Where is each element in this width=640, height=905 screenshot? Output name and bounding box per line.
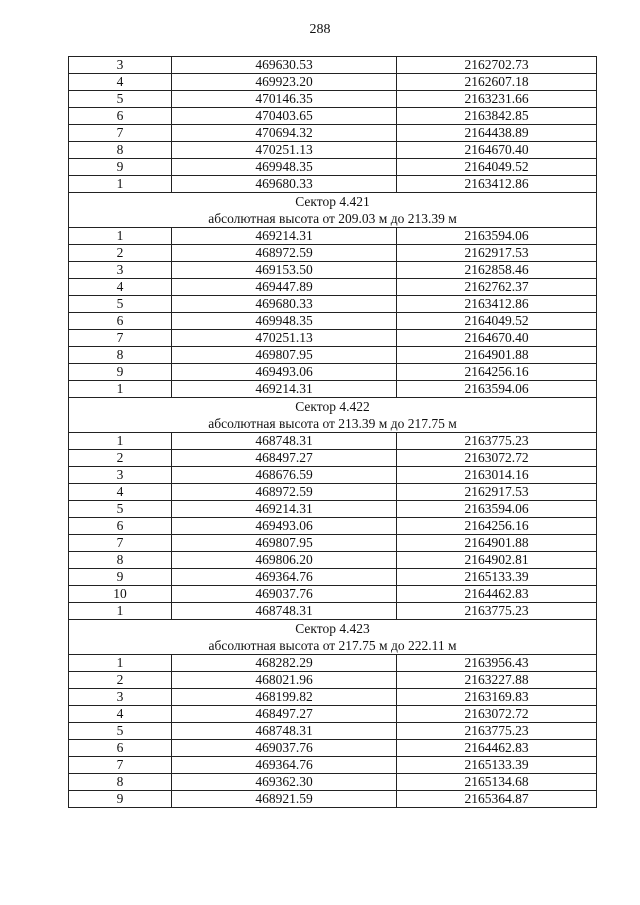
table-row [69,655,597,672]
point-number-cell: 3 [69,689,172,706]
point-number-cell: 9 [69,159,172,176]
table-row [69,433,597,450]
x-coordinate-cell: 469807.95 [172,535,397,552]
point-number-cell: 1 [69,176,172,193]
y-coordinate-cell: 2163775.23 [397,723,597,740]
y-coordinate-cell: 2163775.23 [397,603,597,620]
table-row [69,91,597,108]
table-row [69,108,597,125]
point-number-cell: 2 [69,450,172,467]
x-coordinate-cell: 468021.96 [172,672,397,689]
x-coordinate-cell: 469153.50 [172,262,397,279]
point-number-cell: 4 [69,279,172,296]
y-coordinate-cell: 2163169.83 [397,689,597,706]
point-number-cell: 1 [69,228,172,245]
table-row [69,176,597,193]
x-coordinate-cell: 469214.31 [172,381,397,398]
point-number-cell: 1 [69,603,172,620]
y-coordinate-cell: 2164438.89 [397,125,597,142]
y-coordinate-cell: 2163227.88 [397,672,597,689]
y-coordinate-cell: 2162917.53 [397,484,597,501]
table-row [69,262,597,279]
x-coordinate-cell: 469923.20 [172,74,397,91]
point-number-cell: 7 [69,535,172,552]
point-number-cell: 1 [69,381,172,398]
table-row [69,347,597,364]
y-coordinate-cell: 2165364.87 [397,791,597,808]
y-coordinate-cell: 2162702.73 [397,57,597,74]
y-coordinate-cell: 2165133.39 [397,569,597,586]
y-coordinate-cell: 2164256.16 [397,518,597,535]
y-coordinate-cell: 2162917.53 [397,245,597,262]
table-row [69,603,597,620]
table-row [69,689,597,706]
y-coordinate-cell: 2164901.88 [397,347,597,364]
x-coordinate-cell: 470251.13 [172,330,397,347]
x-coordinate-cell: 469630.53 [172,57,397,74]
point-number-cell: 9 [69,569,172,586]
x-coordinate-cell: 468497.27 [172,706,397,723]
point-number-cell: 2 [69,672,172,689]
y-coordinate-cell: 2163594.06 [397,501,597,518]
x-coordinate-cell: 468972.59 [172,484,397,501]
sector-header-row [69,620,597,655]
x-coordinate-cell: 469362.30 [172,774,397,791]
point-number-cell: 8 [69,142,172,159]
x-coordinate-cell: 468921.59 [172,791,397,808]
table-row [69,774,597,791]
x-coordinate-cell: 469447.89 [172,279,397,296]
y-coordinate-cell: 2164049.52 [397,313,597,330]
table-row [69,723,597,740]
table-row [69,518,597,535]
y-coordinate-cell: 2163014.16 [397,467,597,484]
point-number-cell: 7 [69,330,172,347]
y-coordinate-cell: 2164049.52 [397,159,597,176]
y-coordinate-cell: 2163412.86 [397,176,597,193]
x-coordinate-cell: 469948.35 [172,313,397,330]
table-row [69,74,597,91]
x-coordinate-cell: 468199.82 [172,689,397,706]
x-coordinate-cell: 469806.20 [172,552,397,569]
x-coordinate-cell: 469214.31 [172,501,397,518]
point-number-cell: 7 [69,125,172,142]
point-number-cell: 5 [69,296,172,313]
point-number-cell: 9 [69,791,172,808]
table-row [69,467,597,484]
point-number-cell: 4 [69,484,172,501]
x-coordinate-cell: 470146.35 [172,91,397,108]
table-row [69,381,597,398]
sector-header-row [69,193,597,228]
table-row [69,450,597,467]
y-coordinate-cell: 2164670.40 [397,142,597,159]
point-number-cell: 5 [69,91,172,108]
x-coordinate-cell: 468676.59 [172,467,397,484]
x-coordinate-cell: 469037.76 [172,586,397,603]
y-coordinate-cell: 2165134.68 [397,774,597,791]
sector-header [69,620,597,655]
y-coordinate-cell: 2164902.81 [397,552,597,569]
table-row [69,757,597,774]
coordinates-table-body [69,57,597,808]
point-number-cell: 3 [69,467,172,484]
sector-altitude: абсолютная высота от 213.39 м до 217.75 м [208,416,457,431]
sector-header [69,193,597,228]
x-coordinate-cell: 470251.13 [172,142,397,159]
sector-header-row [69,398,597,433]
point-number-cell: 4 [69,706,172,723]
point-number-cell: 8 [69,347,172,364]
sector-title: Сектор 4.423 [295,621,370,636]
y-coordinate-cell: 2163594.06 [397,228,597,245]
table-row [69,484,597,501]
table-row [69,125,597,142]
x-coordinate-cell: 469680.33 [172,296,397,313]
point-number-cell: 4 [69,74,172,91]
table-row [69,245,597,262]
x-coordinate-cell: 470403.65 [172,108,397,125]
table-row [69,364,597,381]
point-number-cell: 8 [69,552,172,569]
table-row [69,501,597,518]
point-number-cell: 6 [69,518,172,535]
x-coordinate-cell: 469807.95 [172,347,397,364]
point-number-cell: 2 [69,245,172,262]
y-coordinate-cell: 2164462.83 [397,740,597,757]
coordinates-table [68,56,597,808]
table-row [69,57,597,74]
table-row [69,672,597,689]
point-number-cell: 1 [69,655,172,672]
table-row [69,296,597,313]
table-row [69,159,597,176]
point-number-cell: 6 [69,740,172,757]
point-number-cell: 9 [69,364,172,381]
y-coordinate-cell: 2163842.85 [397,108,597,125]
point-number-cell: 6 [69,108,172,125]
x-coordinate-cell: 469214.31 [172,228,397,245]
y-coordinate-cell: 2163072.72 [397,450,597,467]
x-coordinate-cell: 468748.31 [172,433,397,450]
point-number-cell: 8 [69,774,172,791]
y-coordinate-cell: 2162607.18 [397,74,597,91]
x-coordinate-cell: 469948.35 [172,159,397,176]
page-number: 288 [309,22,331,37]
table-row [69,552,597,569]
y-coordinate-cell: 2163412.86 [397,296,597,313]
table-row [69,279,597,296]
sector-title: Сектор 4.421 [295,194,370,209]
y-coordinate-cell: 2163594.06 [397,381,597,398]
table-row [69,791,597,808]
sector-altitude: абсолютная высота от 209.03 м до 213.39 м [208,211,457,226]
table-row [69,586,597,603]
y-coordinate-cell: 2163775.23 [397,433,597,450]
x-coordinate-cell: 469493.06 [172,518,397,535]
sector-title: Сектор 4.422 [295,399,370,414]
x-coordinate-cell: 468497.27 [172,450,397,467]
y-coordinate-cell: 2163072.72 [397,706,597,723]
table-row [69,740,597,757]
y-coordinate-cell: 2163956.43 [397,655,597,672]
y-coordinate-cell: 2162858.46 [397,262,597,279]
y-coordinate-cell: 2165133.39 [397,757,597,774]
table-row [69,330,597,347]
table-row [69,313,597,330]
sector-altitude: абсолютная высота от 217.75 м до 222.11 м [208,638,457,653]
x-coordinate-cell: 470694.32 [172,125,397,142]
point-number-cell: 6 [69,313,172,330]
point-number-cell: 5 [69,501,172,518]
x-coordinate-cell: 469364.76 [172,757,397,774]
table-row [69,569,597,586]
point-number-cell: 1 [69,433,172,450]
y-coordinate-cell: 2164901.88 [397,535,597,552]
table-row [69,228,597,245]
x-coordinate-cell: 469364.76 [172,569,397,586]
y-coordinate-cell: 2163231.66 [397,91,597,108]
table-row [69,142,597,159]
x-coordinate-cell: 469493.06 [172,364,397,381]
x-coordinate-cell: 468972.59 [172,245,397,262]
y-coordinate-cell: 2164256.16 [397,364,597,381]
x-coordinate-cell: 468748.31 [172,723,397,740]
y-coordinate-cell: 2162762.37 [397,279,597,296]
x-coordinate-cell: 468748.31 [172,603,397,620]
point-number-cell: 7 [69,757,172,774]
point-number-cell: 10 [69,586,172,603]
sector-header [69,398,597,433]
x-coordinate-cell: 469037.76 [172,740,397,757]
point-number-cell: 3 [69,57,172,74]
table-row [69,535,597,552]
point-number-cell: 3 [69,262,172,279]
x-coordinate-cell: 469680.33 [172,176,397,193]
y-coordinate-cell: 2164670.40 [397,330,597,347]
table-row [69,706,597,723]
x-coordinate-cell: 468282.29 [172,655,397,672]
y-coordinate-cell: 2164462.83 [397,586,597,603]
point-number-cell: 5 [69,723,172,740]
